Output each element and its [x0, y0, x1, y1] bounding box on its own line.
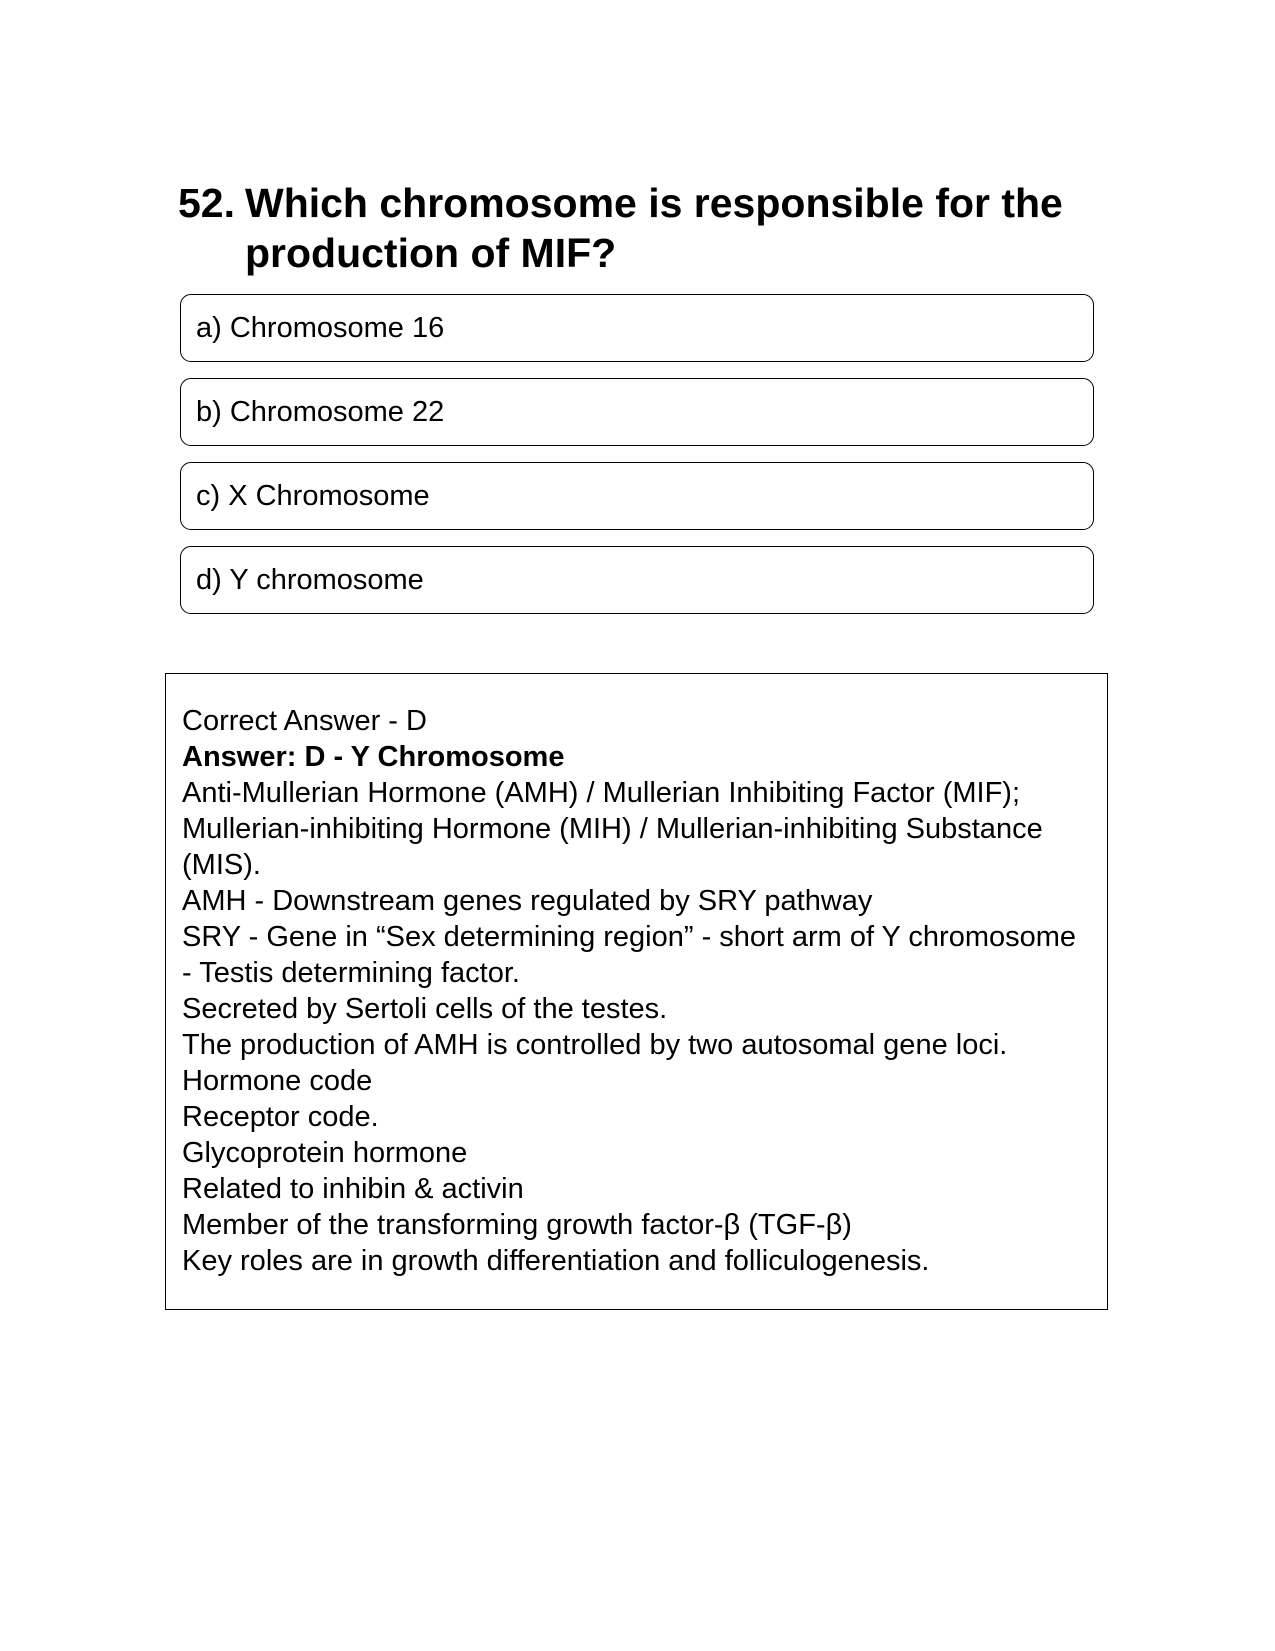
option-c-label: c) X Chromosome [196, 479, 430, 512]
explanation-line: AMH - Downstream genes regulated by SRY pathway [182, 885, 873, 917]
question-heading [178, 178, 1098, 278]
explanation-line: Related to inhibin & activin [182, 1173, 524, 1205]
answer-options [180, 294, 1094, 630]
correct-answer-text: Correct Answer - D [182, 705, 427, 737]
explanation-line: The production of AMH is controlled by two autosomal gene loci. [182, 1029, 1008, 1061]
option-c[interactable] [180, 462, 1094, 530]
explanation-line: Member of the transforming growth factor-β (TGF-β) [182, 1209, 852, 1241]
answer-heading: Answer: D - Y Chromosome [182, 741, 565, 773]
question-number: 52. [178, 180, 235, 226]
option-b-label: b) Chromosome 22 [196, 395, 445, 428]
explanation-line: Hormone code [182, 1065, 373, 1097]
explanation-line: Anti-Mullerian Hormone (AMH) / Mullerian Inhibiting Factor (MIF); Mullerian-inhibiting Hormone (MIH) / Mullerian-inhibiting Substance (MIS). [182, 777, 1043, 881]
option-a-label: a) Chromosome 16 [196, 311, 445, 344]
option-d[interactable] [180, 546, 1094, 614]
explanation-line: SRY - Gene in “Sex determining region” - short arm of Y chromosome - Testis determining factor. [182, 921, 1077, 989]
option-a[interactable] [180, 294, 1094, 362]
explanation-line: Secreted by Sertoli cells of the testes. [182, 993, 668, 1025]
explanation-line: Receptor code. [182, 1101, 379, 1133]
question-text: Which chromosome is responsible for the production of MIF? [245, 180, 1063, 276]
explanation-line: Glycoprotein hormone [182, 1137, 468, 1169]
answer-explanation-box [165, 673, 1108, 1310]
explanation-line: Key roles are in growth differentiation and folliculogenesis. [182, 1245, 930, 1277]
option-b[interactable] [180, 378, 1094, 446]
option-d-label: d) Y chromosome [196, 563, 424, 596]
